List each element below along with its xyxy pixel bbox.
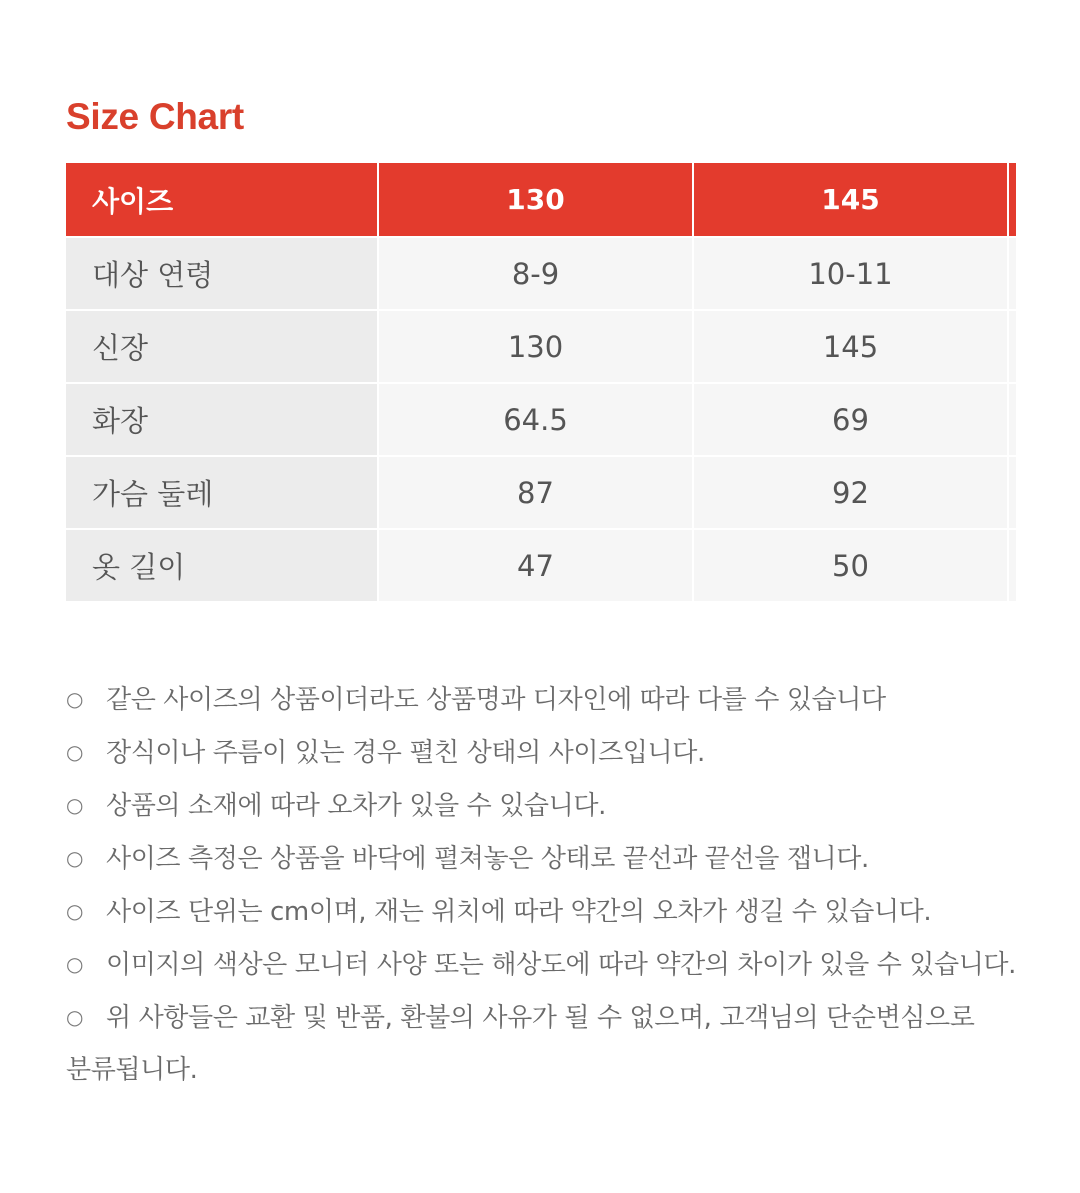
row-overflow-edge: [1009, 311, 1016, 384]
header-overflow-edge: [1009, 163, 1016, 238]
note-text: 이미지의 색상은 모니터 사양 또는 해상도에 따라 약간의 차이가 있을 수 있습니다.: [106, 950, 1017, 980]
cell-value: 64.5: [379, 384, 694, 457]
cell-value: 130: [379, 311, 694, 384]
cell-value: 10-11: [694, 238, 1009, 311]
row-overflow-edge: [1009, 530, 1016, 603]
hollow-circle-icon: ○: [66, 899, 84, 923]
cell-value: 145: [694, 311, 1009, 384]
hollow-circle-icon: ○: [66, 687, 84, 711]
hollow-circle-icon: ○: [66, 793, 84, 817]
list-item: [66, 832, 1016, 885]
table-header-row: [66, 163, 1016, 238]
cell-value: 92: [694, 457, 1009, 530]
row-label-age: 대상 연령: [66, 238, 379, 311]
header-size-label: 사이즈: [66, 163, 379, 238]
list-item: [66, 673, 1016, 726]
row-overflow-edge: [1009, 384, 1016, 457]
size-notes-list: [66, 673, 1016, 1096]
table-row: [66, 530, 1016, 603]
cell-value: 69: [694, 384, 1009, 457]
row-label-sleeve: 화장: [66, 384, 379, 457]
note-text: 위 사항들은 교환 및 반품, 환불의 사유가 될 수 없으며, 고객님의 단순변심으로 분류됩니다.: [66, 1003, 975, 1085]
hollow-circle-icon: ○: [66, 846, 84, 870]
cell-value: 87: [379, 457, 694, 530]
cell-value: 47: [379, 530, 694, 603]
note-text: 사이즈 단위는 cm이며, 재는 위치에 따라 약간의 오차가 생길 수 있습니다.: [106, 897, 932, 927]
row-label-length: 옷 길이: [66, 530, 379, 603]
note-text: 사이즈 측정은 상품을 바닥에 펼쳐놓은 상태로 끝선과 끝선을 잽니다.: [106, 844, 869, 874]
list-item: [66, 779, 1016, 832]
list-item: [66, 885, 1016, 938]
list-item: [66, 938, 1016, 991]
hollow-circle-icon: ○: [66, 952, 84, 976]
hollow-circle-icon: ○: [66, 1005, 84, 1029]
cell-value: 8-9: [379, 238, 694, 311]
size-chart-table: [66, 163, 1016, 603]
table-row: [66, 311, 1016, 384]
note-text: 상품의 소재에 따라 오차가 있을 수 있습니다.: [106, 791, 606, 821]
row-label-chest: 가슴 둘레: [66, 457, 379, 530]
row-label-height: 신장: [66, 311, 379, 384]
size-chart-title: Size Chart: [66, 96, 244, 137]
row-overflow-edge: [1009, 457, 1016, 530]
hollow-circle-icon: ○: [66, 740, 84, 764]
header-size-130: 130: [379, 163, 694, 238]
note-text: 장식이나 주름이 있는 경우 펼친 상태의 사이즈입니다.: [106, 738, 705, 768]
list-item: [66, 991, 1016, 1096]
table-row: [66, 384, 1016, 457]
list-item: [66, 726, 1016, 779]
note-text: 같은 사이즈의 상품이더라도 상품명과 디자인에 따라 다를 수 있습니다: [106, 685, 886, 715]
table-row: [66, 457, 1016, 530]
cell-value: 50: [694, 530, 1009, 603]
table-row: [66, 238, 1016, 311]
header-size-145: 145: [694, 163, 1009, 238]
row-overflow-edge: [1009, 238, 1016, 311]
